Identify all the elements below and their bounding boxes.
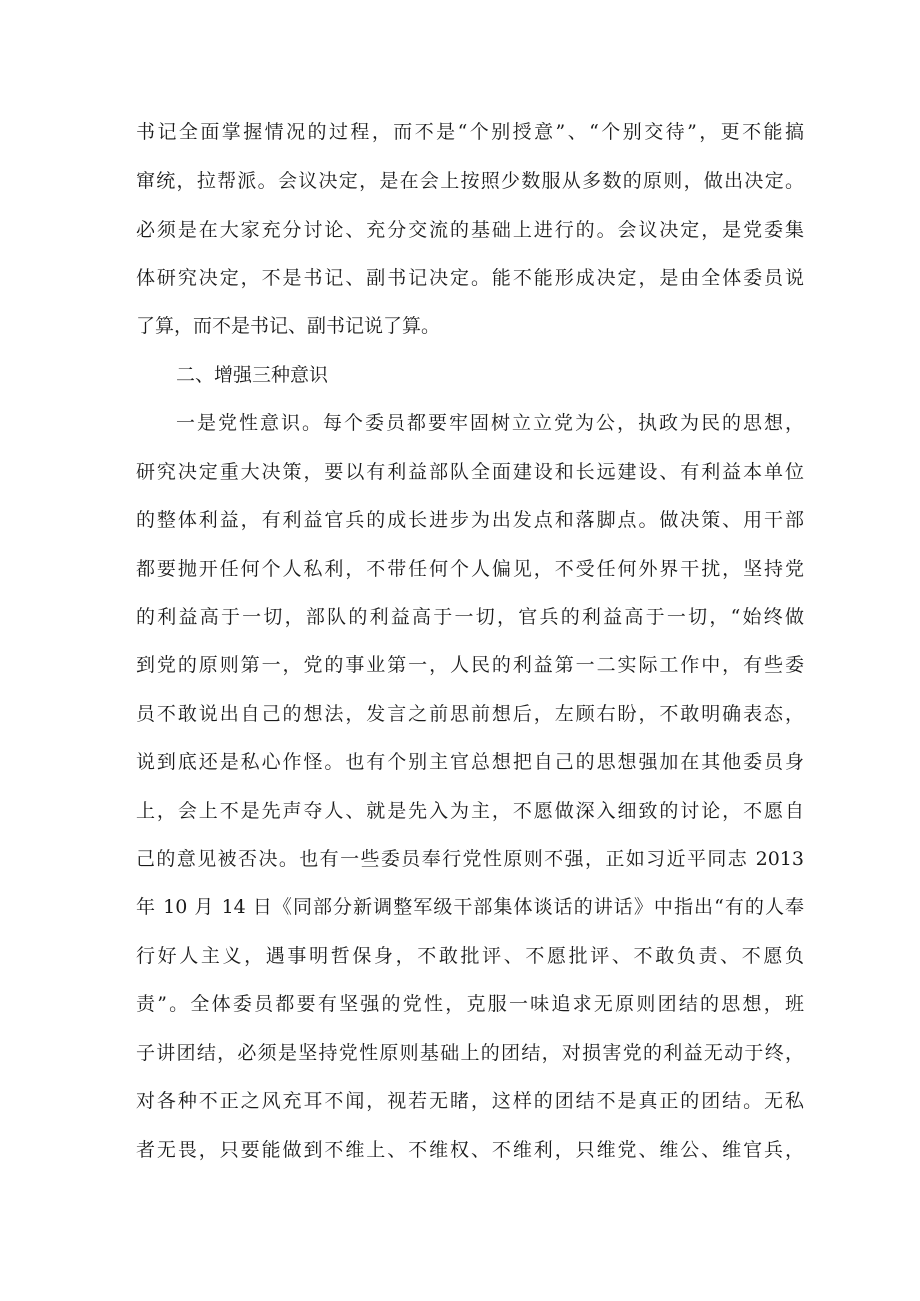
paragraph-line: 年 10 月 14 日《同部分新调整军级干部集体谈话的讲话》中指出“有的人奉 [136, 896, 804, 918]
paragraph-line: 了算，而不是书记、副书记说了算。 [136, 315, 441, 337]
paragraph-line: 必须是在大家充分讨论、充分交流的基础上进行的。会议决定，是党委集 [136, 219, 804, 241]
paragraph-line: 的利益高于一切，部队的利益高于一切，官兵的利益高于一切，“始终做 [136, 606, 804, 628]
paragraph-line: 的整体利益，有利益官兵的成长进步为出发点和落脚点。做决策、用干部 [136, 509, 804, 531]
paragraph-line: 都要抛开任何个人私利，不带任何个人偏见，不受任何外界干扰，坚持党 [136, 558, 804, 580]
paragraph-line: 上，会上不是先声夺人、就是先入为主，不愿做深入细致的讨论，不愿自 [136, 800, 804, 822]
paragraph-line: 到党的原则第一，党的事业第一，人民的利益第一二实际工作中，有些委 [136, 654, 804, 676]
paragraph-line: 书记全面掌握情况的过程，而不是“个别授意”、“个别交待”，更不能搞 [136, 121, 804, 143]
paragraph-line: 研究决定重大决策，要以有利益部队全面建设和长远建设、有利益本单位 [136, 461, 804, 483]
paragraph-line: 说到底还是私心作怪。也有个别主官总想把自己的思想强加在其他委员身 [136, 751, 804, 773]
paragraph-line: 对各种不正之风充耳不闻，视若无睹，这样的团结不是真正的团结。无私 [136, 1090, 804, 1112]
paragraph-line: 一是党性意识。每个委员都要牢固树立立党为公，执政为民的思想， [176, 412, 804, 434]
paragraph-line: 行好人主义，遇事明哲保身，不敢批评、不愿批评、不敢负责、不愿负 [136, 945, 804, 967]
paragraph-line: 窜统，拉帮派。会议决定，是在会上按照少数服从多数的原则，做出决定。 [136, 170, 804, 192]
paragraph-line: 员不敢说出自己的想法，发言之前思前想后，左顾右盼，不敢明确表态， [136, 703, 804, 725]
paragraph-line: 己的意见被否决。也有一些委员奉行党性原则不强，正如习近平同志 2013 [136, 848, 804, 870]
paragraph-line: 责”。全体委员都要有坚强的党性，克服一味追求无原则团结的思想，班 [136, 993, 804, 1015]
paragraph-line: 体研究决定，不是书记、副书记决定。能不能形成决定，是由全体委员说 [136, 267, 804, 289]
paragraph-line: 者无畏，只要能做到不维上、不维权、不维利，只维党、维公、维官兵， [136, 1139, 804, 1161]
paragraph-line: 子讲团结，必须是坚持党性原则基础上的团结，对损害党的利益无动于终， [136, 1042, 804, 1064]
section-heading: 二、增强三种意识 [176, 364, 329, 386]
